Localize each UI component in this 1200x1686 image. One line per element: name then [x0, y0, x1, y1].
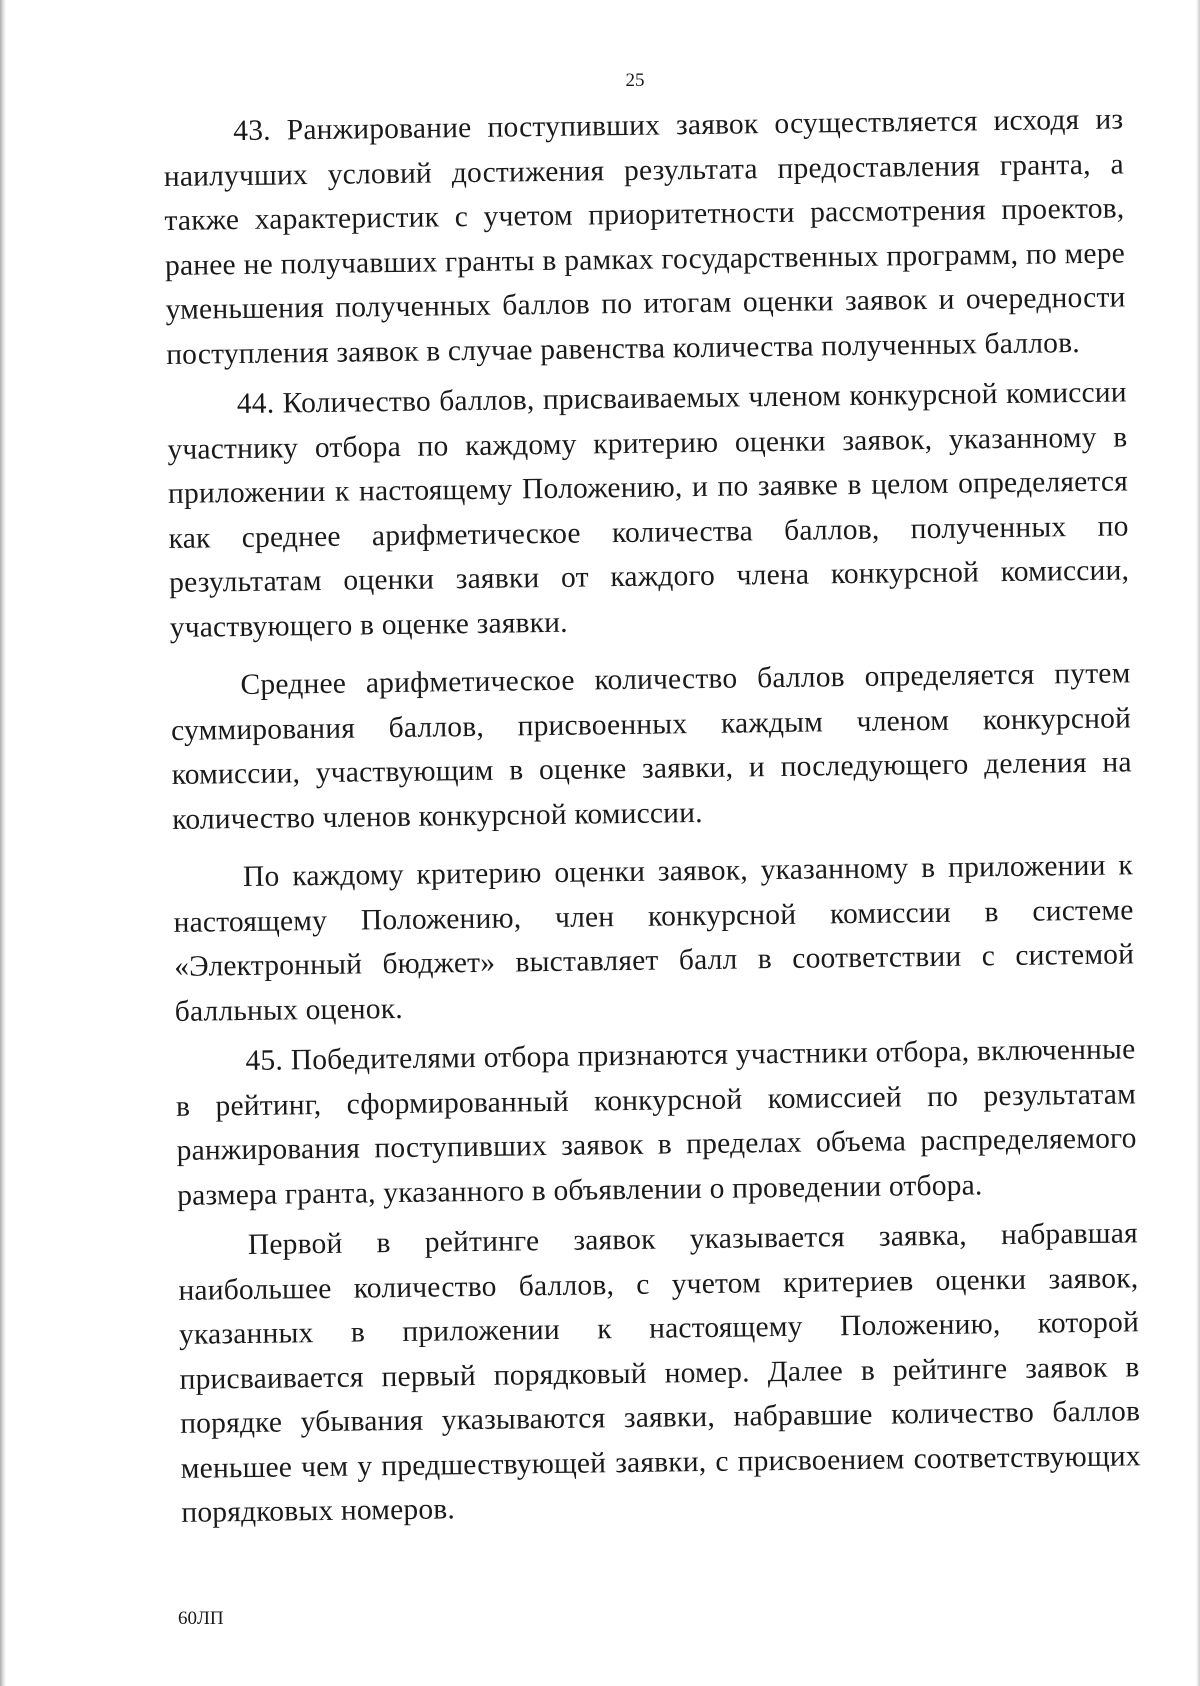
- scan-edge-right: [1196, 0, 1200, 1686]
- paragraph-average-definition: Среднее арифметическое количество баллов определяется путем суммирования баллов, присвоенных каждым членом конкурсной комиссии, участвующим в оценке заявки, и последующего деления на количество членов конкурсной комиссии.: [170, 657, 1132, 836]
- footer-document-code: 60ЛП: [178, 1608, 224, 1629]
- paragraph-44: 44. Количество баллов, присваиваемых членом конкурсной комиссии участнику отбора по каждому критерию оценки заявок, указанному в приложении к настоящему Положению, и по заявке в целом определяется как среднее арифметическое количества баллов, полученных по результатам оценки заявки от каждого члена конкурсной комиссии, участвующего в оценке заявки.: [167, 376, 1130, 644]
- page-number: 25: [625, 70, 645, 91]
- document-body: [163, 97, 1142, 1541]
- paragraph-45: 45. Победителями отбора признаются участники отбора, включенные в рейтинг, сформированный конкурсной комиссией по результатам ранжирования поступивших заявок в пределах объема распределяемого размера гранта, указанного в объявлении о проведении отбора.: [175, 1033, 1137, 1212]
- paragraph-criteria-scoring: По каждому критерию оценки заявок, указанному в приложении к настоящему Положению, член конкурсной комиссии в системе «Электронный бюджет» выставляет балл в соответствии с системой балльных оценок.: [173, 849, 1135, 1028]
- paragraph-rating-order: Первой в рейтинге заявок указывается заявка, набравшая наибольшее количество баллов, с учетом критериев оценки заявок, указанных в приложении к настоящему Положению, которой присваивается первый порядковый номер. Далее в рейтинге заявок в порядке убывания указываются заявки, набравшие количество баллов меньшее чем у предшествующей заявки, с присвоением соответствующих порядковых номеров.: [178, 1217, 1141, 1529]
- paragraph-43: 43. Ранжирование поступивших заявок осуществляется исходя из наилучших условий достижения результата предоставления гранта, а также характеристик с учетом приоритетности рассмотрения проектов, ранее не получавших гранты в рамках государственных программ, по мере уменьшения полученных баллов по итогам оценки заявок и очередности поступления заявок в случае равенства количества полученных баллов.: [163, 103, 1126, 371]
- scan-edge-left: [0, 0, 6, 1686]
